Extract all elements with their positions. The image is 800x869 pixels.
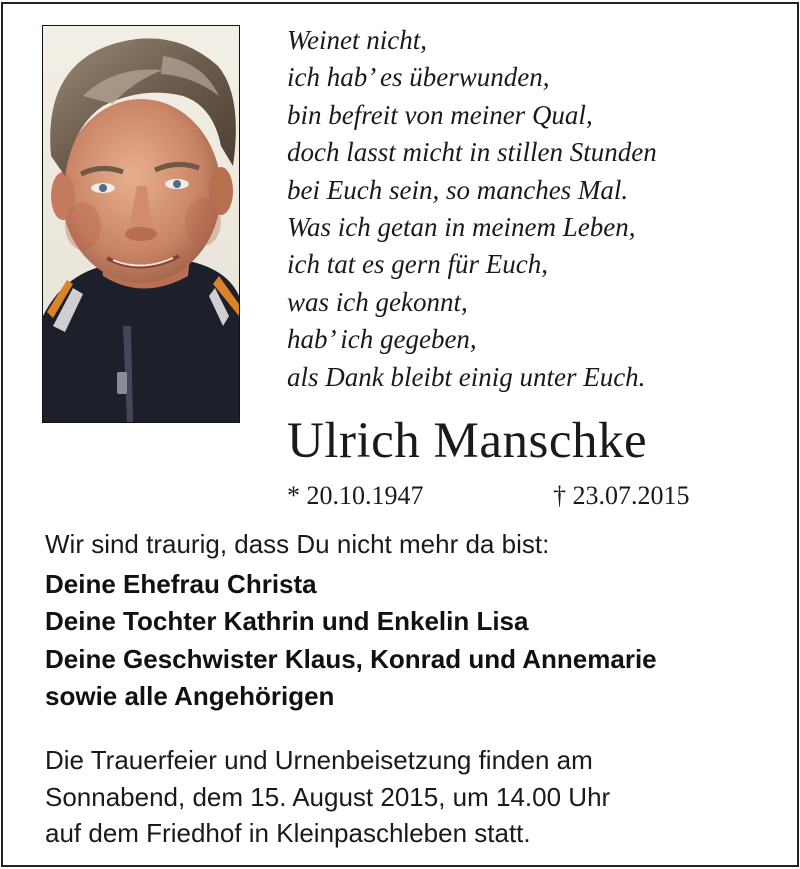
death-date: † 23.07.2015 (553, 481, 690, 510)
mourner-line: Deine Geschwister Klaus, Konrad und Annemarie (45, 643, 657, 674)
poem-line: doch lasst micht in stillen Stunden (287, 137, 657, 168)
mourning-intro: Wir sind traurig, dass Du nicht mehr da bist: (45, 529, 550, 559)
poem-line: bei Euch sein, so manches Mal. (287, 174, 629, 205)
portrait-photo (42, 25, 240, 423)
mourner-line: Deine Ehefrau Christa (45, 569, 317, 599)
poem-line: hab’ ich gegeben, (287, 324, 477, 355)
poem-line: was ich gekonnt, (287, 286, 468, 317)
poem (287, 22, 657, 396)
mourner-line: Deine Tochter Kathrin und Enkelin Lisa (45, 606, 529, 637)
birth-date: * 20.10.1947 (287, 481, 424, 510)
poem-line: ich hab’ es überwunden, (287, 62, 550, 93)
mourners-list (45, 566, 657, 715)
poem-line: als Dank bleibt einig unter Euch. (287, 361, 646, 392)
funeral-line: Sonnabend, dem 15. August 2015, um 14.00 Uhr (45, 781, 611, 812)
funeral-line: auf dem Friedhof in Kleinpaschleben statt. (45, 818, 531, 849)
poem-line: bin befreit von meiner Qual, (287, 99, 593, 130)
poem-line: ich tat es gern für Euch, (287, 249, 548, 280)
mourner-line: sowie alle Angehörigen (45, 680, 335, 711)
funeral-notice (45, 742, 610, 852)
poem-line: Weinet nicht, (287, 25, 427, 55)
portrait-image (43, 26, 239, 422)
funeral-line: Die Trauerfeier und Urnenbeisetzung finden am (45, 745, 593, 775)
poem-line: Was ich getan in meinem Leben, (287, 212, 636, 243)
deceased-name: Ulrich Manschke (287, 413, 648, 469)
